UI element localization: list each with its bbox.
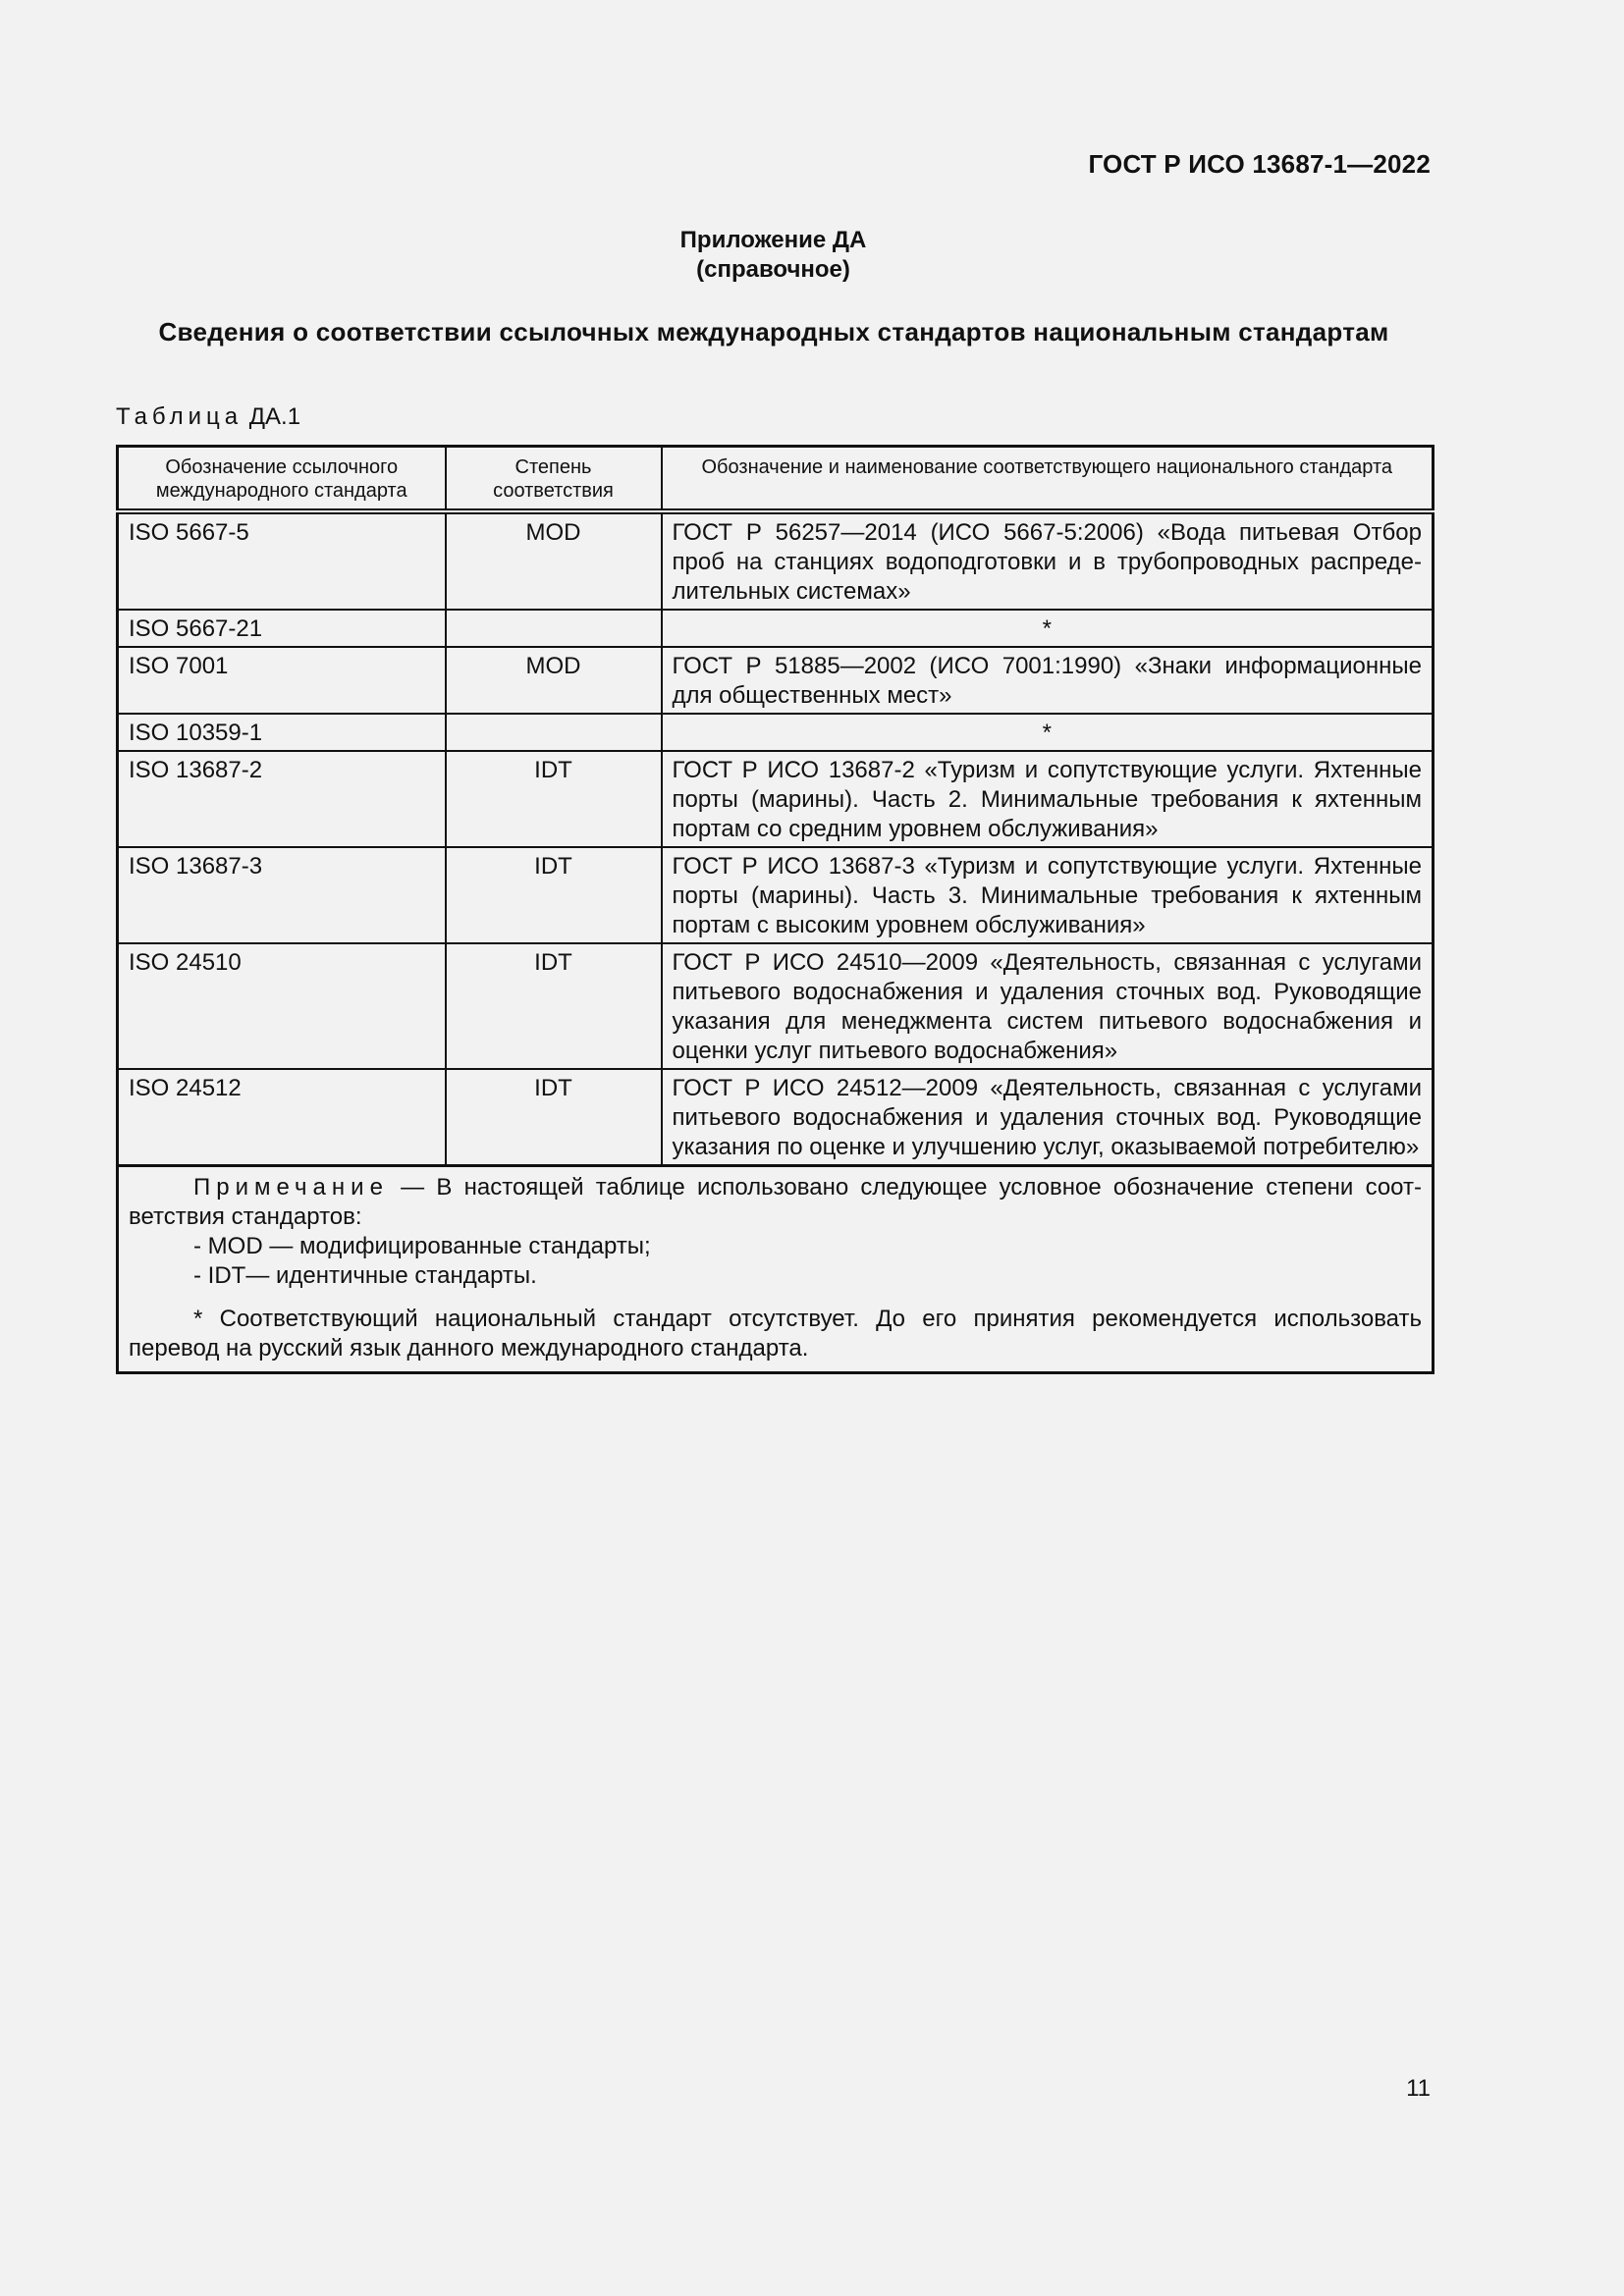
degree-cell: MOD [446, 511, 662, 610]
intl-standard-cell: ISO 13687-2 [118, 751, 446, 847]
table-note [118, 1166, 1434, 1373]
note-text: — В настоящей таблице использовано следующее условное обозначение степени соответствия стандартов: [129, 1174, 1422, 1230]
degree-cell [446, 610, 662, 647]
table-caption [116, 403, 300, 431]
table-note-row [118, 1166, 1434, 1373]
national-standard-cell: ГОСТ Р ИСО 13687-2 «Туризм и сопутствующие услуги. Яхтенные порты (марины). Часть 2. Минимальные требования к яхтенным портам со средним уровнем обслуживания» [662, 751, 1434, 847]
table-row [118, 943, 1434, 1069]
intl-standard-cell: ISO 10359-1 [118, 714, 446, 751]
annex-title-line2: (справочное) [696, 256, 850, 283]
degree-cell: IDT [446, 847, 662, 943]
note-label: Примечание [193, 1174, 389, 1201]
header-national-standard: Обозначение и наименование соответствующего национального стандарта [662, 447, 1434, 512]
degree-cell: IDT [446, 1069, 662, 1166]
national-standard-cell: ГОСТ Р 51885—2002 (ИСО 7001:1990) «Знаки информационные для общественных мест» [662, 647, 1434, 714]
note-intro [129, 1173, 1422, 1232]
national-standard-cell: ГОСТ Р ИСО 13687-3 «Туризм и сопутствующие услуги. Яхтенные порты (марины). Часть 3. Минимальные требования к яхтенным портам с высоким уровнем обслуживания» [662, 847, 1434, 943]
note-item-mod: - MOD — модифицированные стандарты; [193, 1233, 651, 1259]
table-row [118, 714, 1434, 751]
note-item-idt: - IDT— идентичные стандарты. [193, 1262, 537, 1289]
page-title: Сведения о соответствии ссылочных международных стандартов национальным стандартам [158, 317, 1389, 347]
degree-cell: IDT [446, 751, 662, 847]
intl-standard-cell: ISO 7001 [118, 647, 446, 714]
table-row [118, 610, 1434, 647]
national-standard-cell: * [662, 610, 1434, 647]
intl-standard-cell: ISO 24510 [118, 943, 446, 1069]
note-star-footnote: * Соответствующий национальный стандарт отсутствует. До его принятия рекомендуется использовать перевод на русский язык данного международного стандарта. [129, 1306, 1422, 1362]
degree-cell [446, 714, 662, 751]
intl-standard-cell: ISO 5667-5 [118, 511, 446, 610]
degree-cell: IDT [446, 943, 662, 1069]
table-row [118, 1069, 1434, 1166]
table-row [118, 511, 1434, 610]
degree-cell: MOD [446, 647, 662, 714]
table-row [118, 647, 1434, 714]
intl-standard-cell: ISO 13687-3 [118, 847, 446, 943]
header-degree: Степень соответствия [446, 447, 662, 512]
annex-title-line1: Приложение ДА [679, 227, 867, 253]
header-international-standard: Обозначение ссылочного международного стандарта [118, 447, 446, 512]
national-standard-cell: ГОСТ Р ИСО 24510—2009 «Деятельность, связанная с услугами питьевого водоснабжения и удаления сточных вод. Руководящие указания для менеджмента систем питьевого водоснабжения и оценки услуг питьевого водоснабжения» [662, 943, 1434, 1069]
table-header-row [118, 447, 1434, 512]
page-number: 11 [1406, 2075, 1431, 2102]
table-row [118, 751, 1434, 847]
table-caption-word: Таблица [116, 403, 244, 430]
document-code: ГОСТ Р ИСО 13687-1—2022 [1088, 149, 1431, 179]
intl-standard-cell: ISO 24512 [118, 1069, 446, 1166]
table-caption-id: ДА.1 [248, 403, 301, 430]
national-standard-cell: ГОСТ Р ИСО 24512—2009 «Деятельность, связанная с услугами питьевого водоснабжения и удаления сточных вод. Руководящие указания по оценке и улучшению услуг, оказываемой потребителю» [662, 1069, 1434, 1166]
intl-standard-cell: ISO 5667-21 [118, 610, 446, 647]
reference-standards-table [116, 445, 1435, 1374]
annex-title [0, 226, 1546, 285]
national-standard-cell: ГОСТ Р 56257—2014 (ИСО 5667-5:2006) «Вода питьевая Отбор проб на станциях водоподготовки и в трубопроводных распределительных системах» [662, 511, 1434, 610]
table-row [118, 847, 1434, 943]
national-standard-cell: * [662, 714, 1434, 751]
